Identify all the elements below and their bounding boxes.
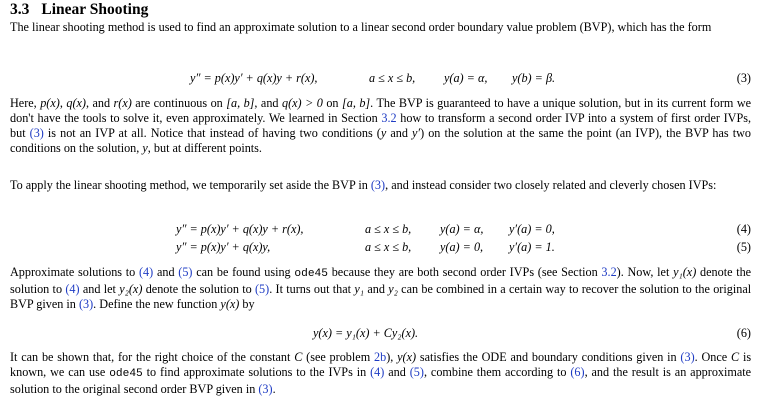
text: . The BVP is guaranteed to have a unique solution, but in its current form we don't have the tools to solve it, even approximately. We learned in Section bbox=[10, 96, 752, 126]
text: . It turns out that bbox=[269, 282, 352, 297]
text: , and bbox=[254, 96, 279, 110]
math: C bbox=[294, 350, 303, 364]
eq4-ref-link[interactable]: (4) bbox=[370, 365, 385, 380]
section-3-2-link[interactable]: 3.2 bbox=[381, 111, 397, 126]
eq3-ref-link[interactable]: (3) bbox=[258, 382, 273, 397]
eq5-ref-link[interactable]: (5) bbox=[178, 265, 193, 279]
text: Approximate solutions to bbox=[10, 265, 136, 279]
math: p(x) bbox=[40, 96, 60, 110]
text: ), bbox=[386, 350, 394, 364]
eq4-bc1: y(a) = α, bbox=[440, 222, 484, 236]
text: and bbox=[388, 365, 406, 380]
math: y(x) bbox=[397, 350, 417, 364]
text: . Define the new function bbox=[93, 297, 218, 312]
section-heading bbox=[10, 1, 148, 19]
math: y′ bbox=[412, 126, 421, 141]
math: y bbox=[142, 141, 148, 156]
text: and let bbox=[82, 282, 116, 297]
text: because they are both second order IVPs (see Section bbox=[331, 265, 598, 279]
intro-text: The linear shooting method is used to find an approximate solution to a linear second order boundary value problem (BVP), which has the form bbox=[10, 20, 712, 34]
text: to find approximate solutions to the IVPs in bbox=[146, 365, 367, 380]
eq5-ref-link[interactable]: (5) bbox=[254, 282, 270, 297]
text: and bbox=[156, 265, 175, 279]
eq3-tag: (3) bbox=[736, 71, 751, 85]
problem-2b-link[interactable]: 2b bbox=[374, 350, 387, 364]
text: how to transform a second order IVP into a system of first order IVPs, but bbox=[10, 111, 752, 141]
equation-5 bbox=[0, 240, 771, 256]
eq3-ref-link[interactable]: (3) bbox=[680, 350, 695, 364]
section-3-2-link[interactable]: 3.2 bbox=[601, 265, 617, 279]
eq4-ref-link[interactable]: (4) bbox=[138, 265, 154, 279]
eq3-domain: a ≤ x ≤ b, bbox=[369, 71, 416, 85]
eq5-tag: (5) bbox=[736, 240, 751, 254]
math: r(x) bbox=[113, 96, 132, 110]
text: , combine them according to bbox=[423, 365, 567, 380]
ode45-code: ode45 bbox=[109, 368, 143, 381]
intro-paragraph bbox=[10, 20, 751, 35]
text: ) on the solution at the same the point (an IVP), the BVP has two conditions on the solution, bbox=[10, 126, 752, 156]
math: y₂(x) bbox=[119, 282, 143, 297]
text: and bbox=[390, 126, 408, 141]
text: (see problem bbox=[306, 350, 371, 364]
eq4-tag: (4) bbox=[736, 222, 751, 236]
eq5-domain: a ≤ x ≤ b, bbox=[365, 240, 412, 254]
math: q(x) bbox=[66, 96, 86, 110]
eq5-ref-link[interactable]: (5) bbox=[409, 365, 424, 380]
math: C bbox=[731, 350, 740, 364]
math: y₂ bbox=[388, 282, 398, 297]
text: It can be shown that, for the right choice of the constant bbox=[10, 350, 291, 364]
text: and bbox=[367, 282, 385, 297]
math: q(x) > 0 bbox=[282, 96, 323, 110]
ode45-code: ode45 bbox=[294, 268, 328, 280]
eq4-ode: y″ = p(x)y′ + q(x)y + r(x), bbox=[176, 222, 304, 236]
text: To apply the linear shooting method, we temporarily set aside the BVP in bbox=[10, 178, 368, 192]
text: by bbox=[242, 297, 255, 312]
math: y bbox=[380, 126, 387, 141]
text: denote the solution to bbox=[10, 265, 752, 297]
approach-paragraph bbox=[10, 178, 751, 193]
eq5-ode: y″ = p(x)y′ + q(x)y, bbox=[176, 240, 271, 254]
eq4-bc2: y′(a) = 0, bbox=[509, 222, 555, 236]
text: Here, bbox=[10, 96, 37, 110]
math: y₁ bbox=[354, 282, 365, 297]
text: , and the result is an approximate solution to the original second order BVP given in bbox=[10, 365, 752, 397]
eq3-bc2: y(b) = β. bbox=[512, 71, 556, 85]
text: ). Now, let bbox=[616, 265, 670, 279]
assumptions-paragraph bbox=[10, 96, 751, 156]
eq6-ref-link[interactable]: (6) bbox=[570, 365, 585, 380]
equation-3 bbox=[0, 71, 771, 87]
text: is not an IVP at all. Notice that instead of having two conditions ( bbox=[47, 126, 381, 141]
eq3-ode: y″ = p(x)y′ + q(x)y + r(x), bbox=[190, 71, 318, 85]
eq3-ref-link[interactable]: (3) bbox=[29, 126, 44, 141]
math: [a, b] bbox=[226, 96, 255, 110]
eq6-expr: y(x) = y₁(x) + Cy₂(x). bbox=[313, 326, 419, 340]
text: can be found using bbox=[196, 265, 291, 279]
text: , bbox=[59, 96, 63, 110]
text: is known, we can use bbox=[10, 350, 752, 380]
eq3-ref-link[interactable]: (3) bbox=[370, 178, 386, 192]
text: , and instead consider two closely related and cleverly chosen IVPs: bbox=[385, 178, 717, 192]
text: satisfies the ODE and boundary conditions given in bbox=[419, 350, 677, 364]
text: are continuous on bbox=[135, 96, 223, 110]
eq5-bc2: y′(a) = 1. bbox=[509, 240, 555, 254]
equation-4 bbox=[0, 222, 771, 238]
eq6-tag: (6) bbox=[736, 326, 751, 340]
text: can be combined in a certain way to recover the solution to the original BVP given in bbox=[10, 282, 752, 312]
text: on bbox=[326, 96, 339, 110]
math: y₁(x) bbox=[673, 265, 697, 279]
math: y(x) bbox=[220, 297, 240, 312]
eq3-bc1: y(a) = α, bbox=[444, 71, 488, 85]
text: denote the solution to bbox=[145, 282, 252, 297]
text: , and bbox=[85, 96, 111, 110]
conclusion-paragraph bbox=[10, 350, 751, 397]
solutions-paragraph bbox=[10, 265, 751, 312]
text: , but at different points. bbox=[147, 141, 262, 156]
section-title: Linear Shooting bbox=[41, 1, 149, 18]
eq4-domain: a ≤ x ≤ b, bbox=[365, 222, 412, 236]
text: . Once bbox=[694, 350, 728, 364]
eq5-bc1: y(a) = 0, bbox=[440, 240, 484, 254]
math: [a, b] bbox=[341, 96, 371, 110]
text: . bbox=[272, 382, 276, 397]
eq4-ref-link[interactable]: (4) bbox=[65, 282, 80, 297]
section-number: 3.3 bbox=[10, 1, 30, 18]
eq3-ref-link[interactable]: (3) bbox=[78, 297, 94, 312]
equation-6 bbox=[0, 326, 771, 342]
